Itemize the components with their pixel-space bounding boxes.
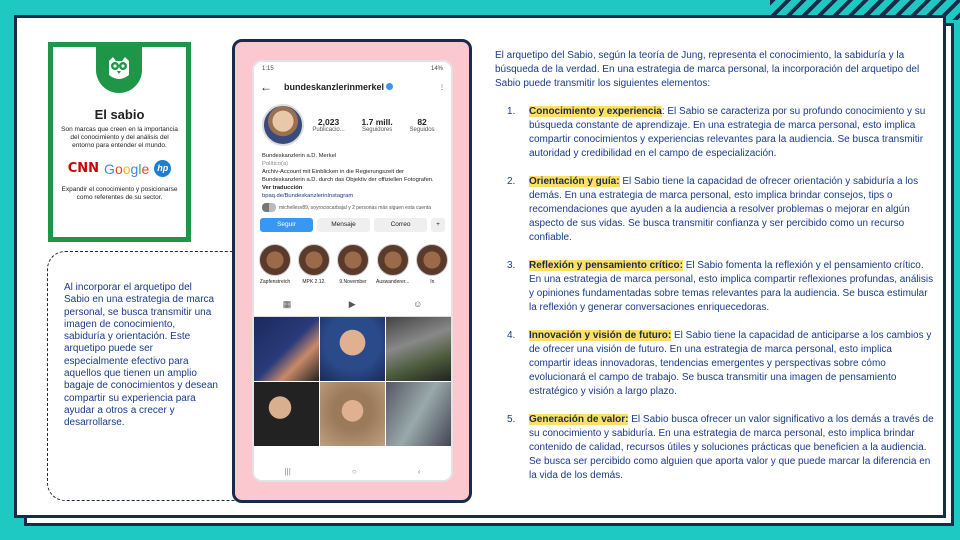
hp-logo: hp xyxy=(154,160,171,177)
story-highlights xyxy=(254,232,451,285)
bio-text: Archiv-Account mit Einblicken in die Regierungszeit der Bundeskanzlerin a.D. durch das Objektiv der offiziellen Fotografen. xyxy=(262,169,434,183)
phone-mockup xyxy=(232,39,472,503)
back-icon[interactable]: ‹ xyxy=(417,466,421,476)
more-icon[interactable]: ⋮ xyxy=(439,84,445,91)
highlight-item[interactable]: 9.November xyxy=(337,244,369,285)
message-button[interactable]: Mensaje xyxy=(317,218,370,232)
intro-paragraph: El arquetipo del Sabio, según la teoría de Jung, representa el conocimiento, la sabiduría y la búsqueda de la verdad. En una estrategia de marca personal, la incorporación del arquetipo del Sabio puede transmitir los siguientes elementos: xyxy=(495,50,920,89)
archetype-card xyxy=(48,42,191,242)
list-item: 2. Orientación y guía: El Sabio tiene la capacidad de ofrecer orientación y sabiduría a los demás. En una estrategia de marca personal, esto implica brindar consejos, tips o recomendaciones que ayuden a la audiencia a resolver problemas o mejorar en algún aspecto de sus vidas. Se busca transmitir confianza y ser percibido como un recurso confiable. xyxy=(507,176,919,243)
bio-name: Bundeskanzlerin a.D. Merkel xyxy=(262,153,337,159)
highlight-item[interactable]: Zapfenstreich xyxy=(259,244,291,285)
back-arrow-icon[interactable]: ← xyxy=(260,80,272,94)
status-bar xyxy=(254,62,451,72)
status-battery: 14% xyxy=(430,66,443,72)
profile-summary xyxy=(254,94,451,146)
list-item: 1. Conocimiento y experiencia: El Sabio se caracteriza por su profundo conocimiento y su búsqueda constante de aprendizaje. En una estrategia de marca personal, esto implica compartir conocimientos y experiencias relevantes para la audiencia. Se busca transmitir autoridad y credibilidad en el campo de especialización. xyxy=(507,106,926,159)
profile-username: bundeskanzlerinmerkel xyxy=(284,82,439,92)
android-nav-bar xyxy=(254,462,451,480)
recents-icon[interactable]: ||| xyxy=(284,466,291,476)
avatar[interactable] xyxy=(262,104,304,146)
stat-posts[interactable]: 2,023 Publicacio... xyxy=(312,117,345,133)
profile-tabs xyxy=(254,285,451,317)
follow-button[interactable]: Seguir xyxy=(260,218,313,232)
post-thumbnail[interactable] xyxy=(386,317,451,381)
reels-tab-icon[interactable]: ▶ xyxy=(348,299,356,309)
bio-link[interactable]: bpaq.de/BundeskanzlerinInstagram xyxy=(262,193,354,199)
profile-actions xyxy=(254,212,451,232)
stat-followers[interactable]: 1.7 mill. Seguidores xyxy=(361,117,393,133)
card-description: Son marcas que creen en la importancia del conocimiento y del análisis del entorno para entender el mundo. xyxy=(61,126,178,149)
stat-following[interactable]: 82 Seguidos xyxy=(409,117,435,133)
profile-bio xyxy=(254,146,451,200)
add-person-icon[interactable]: + xyxy=(431,218,445,232)
email-button[interactable]: Correo xyxy=(374,218,427,232)
post-thumbnail[interactable] xyxy=(254,382,319,446)
bio-category: Político(a) xyxy=(262,161,289,167)
list-item: 5. Generación de valor: El Sabio busca ofrecer un valor significativo a los demás a través de su conocimiento y sabiduría. En una estrategia de marca personal, esto implica brindar contenido de calidad, recursos útiles y soluciones prácticas que beneficien a la audiencia. Se busca ser percibido como alguien que aporta valor y que puede marcar la diferencia en la vida de los demás. xyxy=(507,414,934,481)
slide xyxy=(14,15,946,518)
card-title: El sabio xyxy=(94,107,145,122)
instagram-screen xyxy=(252,60,453,482)
owl-icon xyxy=(96,47,142,93)
list-item: 3. Reflexión y pensamiento crítico: El Sabio fomenta la reflexión y el pensamiento crítico. En una estrategia de marca personal, esto implica compartir reflexiones profundas, análisis y opiniones fundamentadas sobre temas relevantes para la audiencia. Se busca estimular la reflexión y generar conversaciones enriquecedoras. xyxy=(507,260,934,313)
side-text: Al incorporar el arquetipo del Sabio en una estrategia de marca personal, se busca transmitir una imagen de conocimiento, sabiduría y orientación. Este arquetipo puede ser especialmente efectivo para aquellos que tienen un amplio bagaje de conocimientos y desean compartir su experiencia para ayudar a otros a crecer y desarrollarse. xyxy=(64,282,218,429)
post-thumbnail[interactable] xyxy=(320,317,385,381)
profile-header xyxy=(254,72,451,94)
cnn-logo: CNN xyxy=(67,161,100,176)
highlight-item[interactable]: MPK 2.12. xyxy=(298,244,330,285)
status-time: 1:15 xyxy=(262,66,274,72)
list-item: 4. Innovación y visión de futuro: El Sabio tiene la capacidad de anticiparse a los cambios y de ofrecer una visión de futuro. En una estrategia de marca personal, esto implica compartir ideas innovadoras, tendencias emergentes y perspectivas sobre cómo evolucionará el campo de trabajo. Se busca transmitir una imagen de pensamiento estratégico y visión a largo plazo. xyxy=(507,330,932,397)
card-footer: Expandir el conocimiento y posicionarse como referentes de su sector. xyxy=(61,186,178,201)
post-thumbnail[interactable] xyxy=(320,382,385,446)
verified-icon xyxy=(386,83,393,90)
followed-by: michellesv89, soyrociocarbajal y 2 personas más siguen esta cuenta xyxy=(254,200,451,212)
tagged-tab-icon[interactable]: ☺ xyxy=(413,299,423,309)
profile-stats xyxy=(304,117,443,133)
post-thumbnail[interactable] xyxy=(386,382,451,446)
translate-link[interactable]: Ver traducción xyxy=(262,185,303,191)
side-text-box xyxy=(47,251,252,501)
follower-avatars xyxy=(262,203,276,212)
highlight-item[interactable]: In xyxy=(416,244,448,285)
post-grid xyxy=(254,317,451,446)
main-text xyxy=(495,49,935,497)
home-icon[interactable]: ○ xyxy=(351,466,357,476)
highlight-item[interactable]: Auswanderer... xyxy=(376,244,409,285)
brand-logos xyxy=(53,160,186,177)
post-thumbnail[interactable] xyxy=(254,317,319,381)
google-logo: Google xyxy=(104,160,150,177)
grid-tab-icon[interactable]: ▦ xyxy=(282,299,292,309)
